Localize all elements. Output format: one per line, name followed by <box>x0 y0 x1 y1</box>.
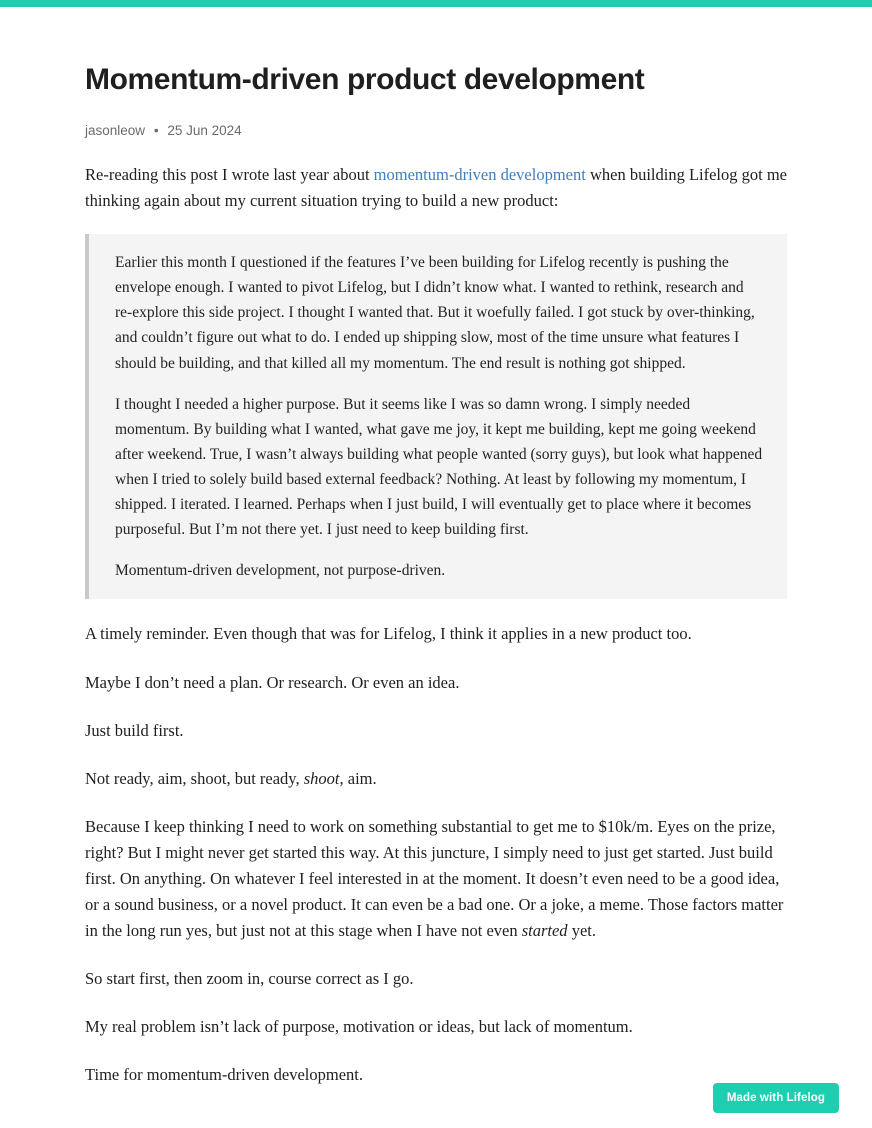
page-title: Momentum-driven product development <box>85 63 645 96</box>
body-paragraph-5 <box>85 814 787 944</box>
post-date: 25 Jun 2024 <box>167 123 242 138</box>
paragraph-5-text-a: Because I keep thinking I need to work on something substantial to get me to $10k/m. Eyes on the prize, right? But I might never get started this way. At this juncture, I simply need to just get started. Just build first. On anything. On whatever I feel interested in at the moment. It doesn’t even need to be a good idea, or a sound business, or a novel product. It can even be a bad one. Or a joke, a meme. Those factors matter in the long run yes, but just not at this stage when I have not even <box>85 816 784 940</box>
momentum-driven-development-link[interactable]: momentum-driven development <box>373 165 586 184</box>
intro-paragraph <box>85 162 787 214</box>
intro-text-after-link: when building Lifelog got me thinking again about my current situation trying to build a new product: <box>85 165 788 211</box>
author-name: jasonleow <box>85 123 146 138</box>
footer-spacer <box>85 1088 787 1128</box>
body-paragraph-4 <box>85 766 787 792</box>
paragraph-4-text-b: , aim. <box>339 768 377 788</box>
body-paragraph-8: Time for momentum-driven development. <box>85 1065 364 1085</box>
paragraph-4-text-a: Not ready, aim, shoot, but ready, <box>85 768 304 788</box>
body-paragraph-2: Maybe I don’t need a plan. Or research. Or even an idea. <box>85 672 460 692</box>
paragraph-5-text-b: yet. <box>567 920 596 940</box>
post-meta <box>85 123 787 138</box>
quote-paragraph: I thought I needed a higher purpose. But it seems like I was so damn wrong. I simply needed momentum. By building what I wanted, what gave me joy, it kept me building, kept me going weekend after weekend. True, I wasn’t always building what people wanted (sorry guys), but look what happened when I tried to solely build based external feedback? Nothing. At least by following my momentum, I shipped. I iterated. I learned. Perhaps when I just build, I will eventually get to place where it becomes purposeful. But I’m not there yet. I just need to keep building first. <box>115 395 763 539</box>
quote-paragraph: Momentum-driven development, not purpose-driven. <box>115 562 446 580</box>
quote-paragraph: Earlier this month I questioned if the features I’ve been building for Lifelog recently is pushing the envelope enough. I wanted to pivot Lifelog, but I didn’t know what. I wanted to rethink, research and re-explore this side project. I thought I wanted that. But it woefully failed. I got stuck by over-thinking, and couldn’t figure out what to do. I ended up shipping slow, most of the time unsure what features I should be building, and that killed all my momentum. The end result is nothing got shipped. <box>115 254 755 372</box>
made-with-lifelog-badge[interactable]: Made with Lifelog <box>713 1083 839 1113</box>
body-paragraph-6: So start first, then zoom in, course correct as I go. <box>85 969 414 988</box>
paragraph-5-emphasis: started <box>521 920 568 940</box>
quote-block <box>85 234 787 599</box>
meta-separator: • <box>153 123 159 138</box>
article-page <box>0 7 872 1128</box>
top-accent-bar <box>0 0 872 7</box>
paragraph-4-emphasis: shoot <box>303 768 340 788</box>
body-paragraph-3: Just build first. <box>85 720 184 740</box>
intro-text-before-link: Re-reading this post I wrote last year about <box>85 165 374 184</box>
body-paragraph-7: My real problem isn’t lack of purpose, motivation or ideas, but lack of momentum. <box>85 1017 633 1037</box>
body-paragraph-1: A timely reminder. Even though that was for Lifelog, I think it applies in a new product too. <box>85 624 692 644</box>
